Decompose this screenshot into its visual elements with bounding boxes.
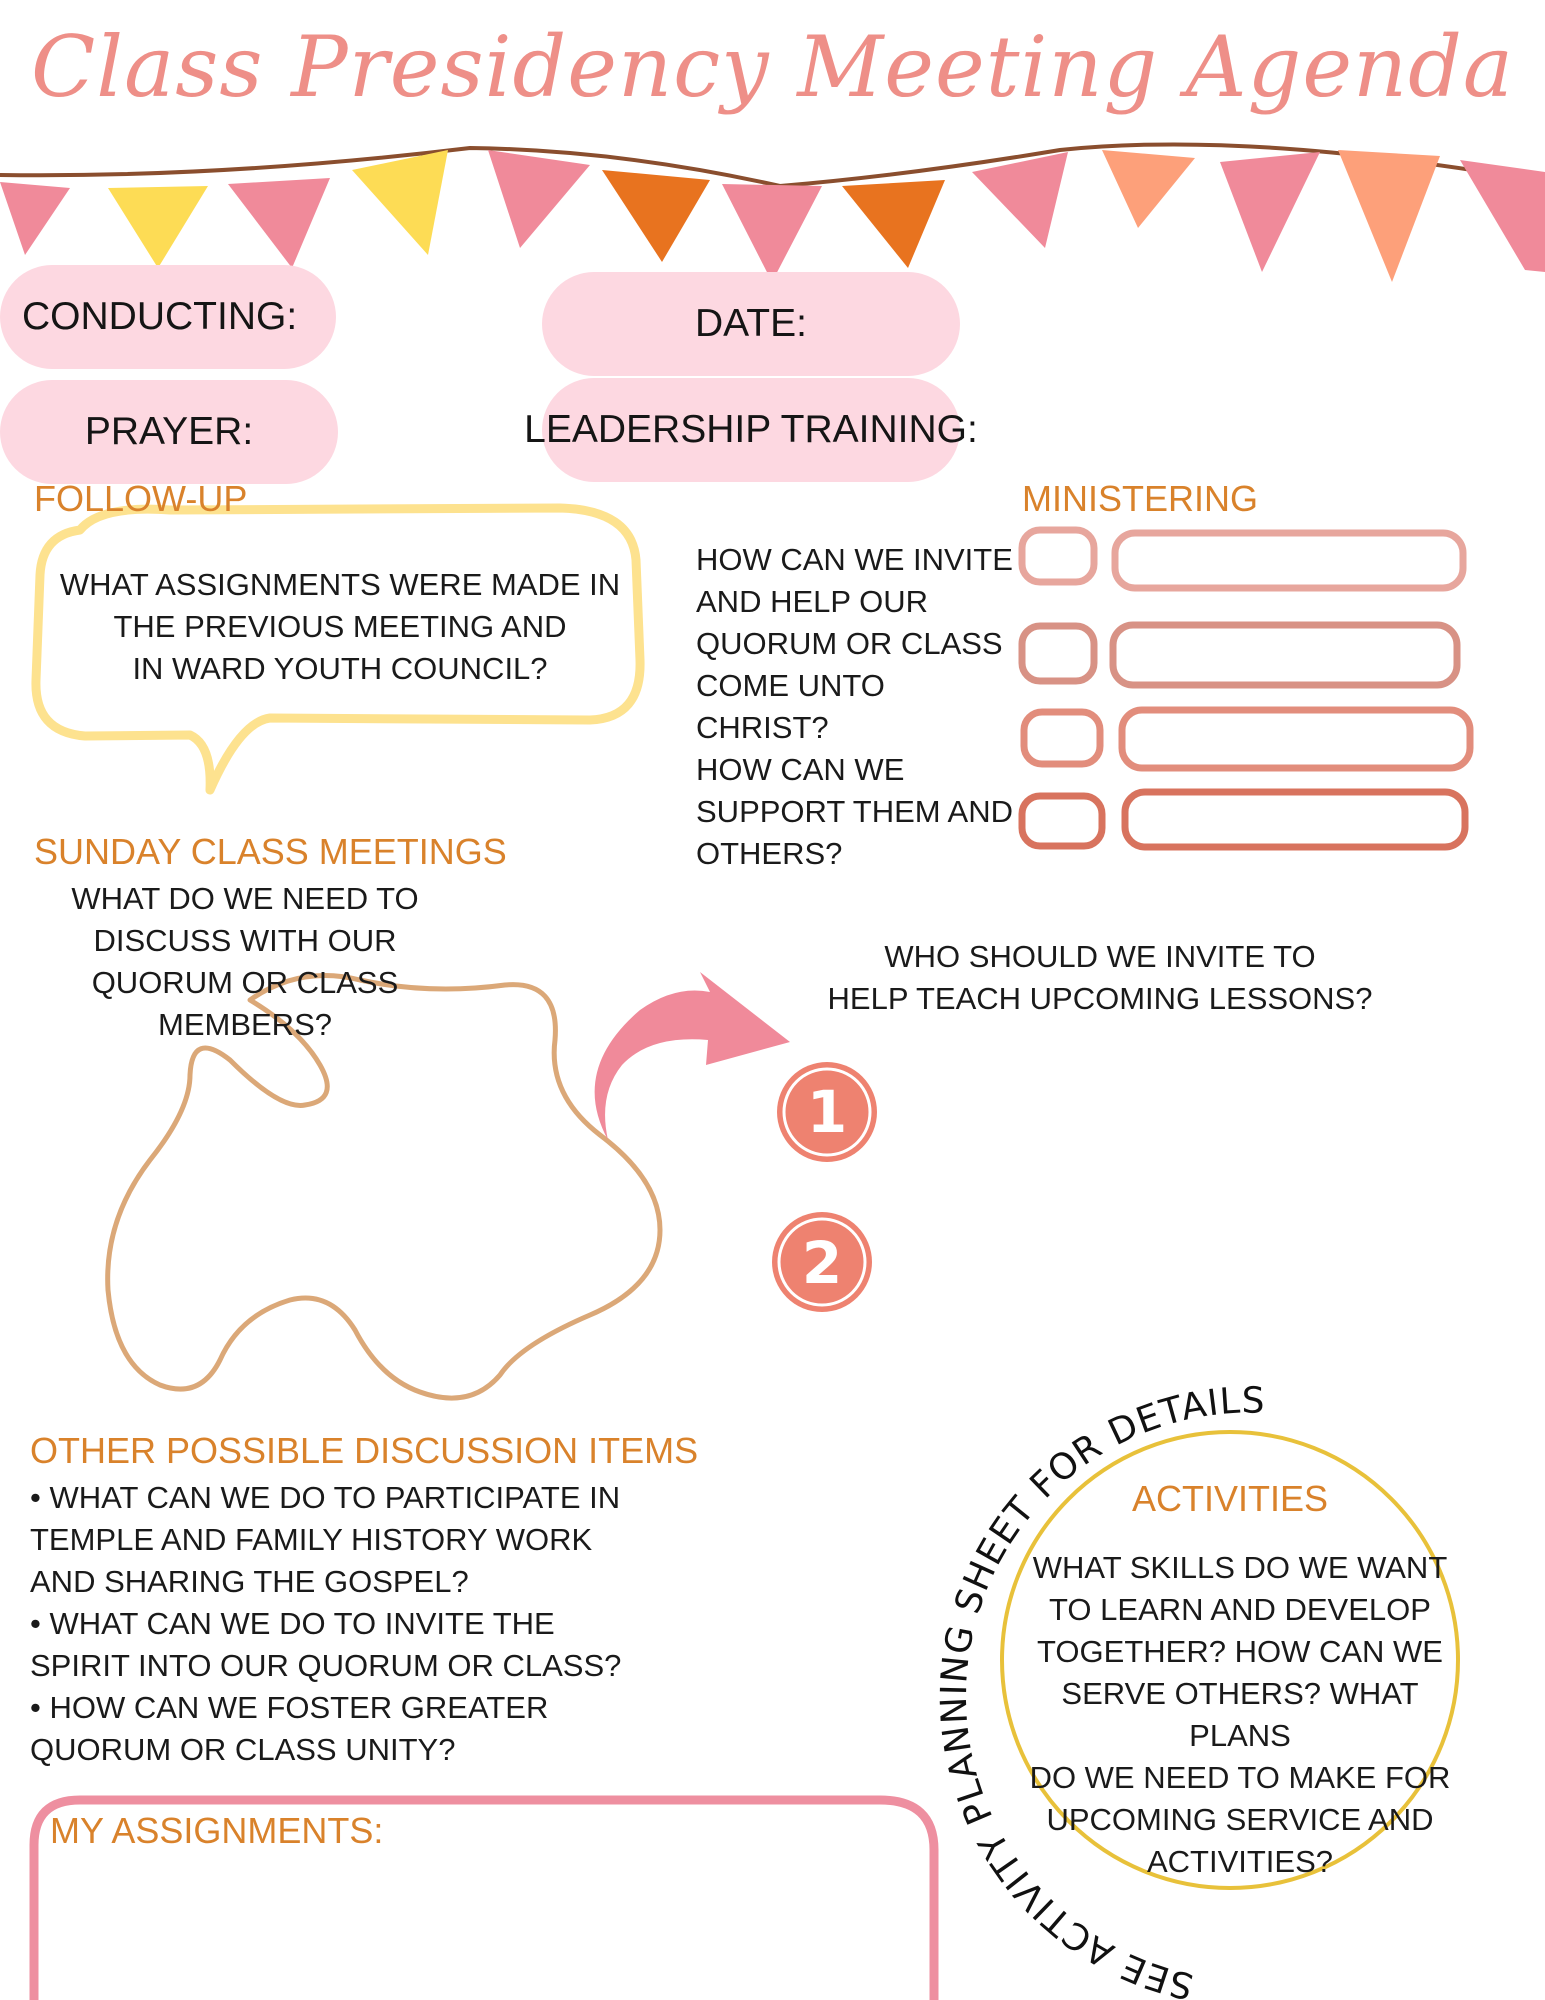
ministering-line: AND HELP OUR: [696, 584, 928, 619]
number-2-label: 2: [801, 1229, 843, 1297]
activities-line: TO LEARN AND DEVELOP: [1049, 1592, 1431, 1627]
ministering-wide-box: [1122, 710, 1470, 768]
sunday-class-line: DISCUSS WITH OUR: [93, 923, 397, 958]
ministering-line: OTHERS?: [696, 836, 843, 871]
teachers-text: [820, 936, 1380, 1020]
other-items-line: AND SHARING THE GOSPEL?: [30, 1564, 469, 1599]
activities-line: DO WE NEED TO MAKE FOR: [1029, 1760, 1451, 1795]
ministering-line: COME UNTO CHRIST?: [696, 668, 885, 745]
ministering-line: HOW CAN WE: [696, 752, 905, 787]
ministering-small-box: [1022, 530, 1094, 582]
sunday-class-line: WHAT DO WE NEED TO: [71, 881, 419, 916]
follow-up-heading: FOLLOW-UP: [34, 478, 248, 519]
ministering-heading: MINISTERING: [1022, 478, 1259, 519]
number-badge-2: [772, 1212, 872, 1312]
conducting-label: CONDUCTING:: [22, 295, 298, 338]
sunday-class-line: QUORUM OR CLASS: [91, 965, 399, 1000]
activities-line: UPCOMING SERVICE AND: [1046, 1802, 1434, 1837]
ministering-small-box: [1022, 796, 1102, 846]
activities-line: TOGETHER? HOW CAN WE: [1037, 1634, 1443, 1669]
sunday-class-heading: SUNDAY CLASS MEETINGS: [34, 831, 507, 872]
ministering-line: HOW CAN WE INVITE: [696, 542, 1013, 577]
ministering-wide-box: [1125, 792, 1465, 847]
activities-line: ACTIVITIES?: [1146, 1844, 1334, 1879]
page-title: Class Presidency Meeting Agenda: [31, 18, 1514, 116]
number-badge-1: [777, 1062, 877, 1162]
ministering-line: SUPPORT THEM AND: [696, 794, 1013, 829]
ministering-wide-box: [1113, 625, 1457, 685]
ministering-line: QUORUM OR CLASS: [696, 626, 1003, 661]
curved-arrow: [595, 972, 790, 1140]
follow-up-line: WHAT ASSIGNMENTS WERE MADE IN: [59, 567, 621, 602]
leadership-training-label: LEADERSHIP TRAINING:: [524, 408, 978, 451]
prayer-label: PRAYER:: [84, 410, 254, 453]
teachers-line: HELP TEACH UPCOMING LESSONS?: [827, 981, 1373, 1016]
other-items-line: • WHAT CAN WE DO TO INVITE THE: [30, 1606, 555, 1641]
other-items-line: QUORUM OR CLASS UNITY?: [30, 1732, 456, 1767]
follow-up-line: IN WARD YOUTH COUNCIL?: [132, 651, 548, 686]
follow-up-text: [50, 564, 630, 690]
date-label: DATE:: [695, 302, 807, 345]
ministering-small-box: [1024, 712, 1100, 764]
see-activity-planning-text: SEE ACTIVITY PLANNING SHEET FOR DETAILS: [933, 1380, 1266, 2000]
teachers-line: WHO SHOULD WE INVITE TO: [884, 939, 1316, 974]
other-items-heading: OTHER POSSIBLE DISCUSSION ITEMS: [30, 1430, 699, 1471]
activities-line: WHAT SKILLS DO WE WANT: [1032, 1550, 1448, 1585]
other-items-line: • HOW CAN WE FOSTER GREATER: [30, 1690, 549, 1725]
other-items-line: • WHAT CAN WE DO TO PARTICIPATE IN: [30, 1480, 621, 1515]
activities-heading: ACTIVITIES: [1131, 1478, 1329, 1519]
activities-line: SERVE OTHERS? WHAT PLANS: [1061, 1676, 1419, 1753]
ministering-small-box: [1022, 626, 1094, 681]
other-items-line: TEMPLE AND FAMILY HISTORY WORK: [30, 1522, 593, 1557]
activities-text: [1010, 1547, 1470, 1883]
ministering-text: [696, 539, 1016, 875]
other-items-text: [30, 1477, 670, 1771]
other-items-line: SPIRIT INTO OUR QUORUM OR CLASS?: [30, 1648, 622, 1683]
my-assignments-heading: MY ASSIGNMENTS:: [50, 1810, 384, 1851]
sunday-class-text: [40, 878, 450, 1046]
number-1-label: 1: [806, 1078, 848, 1146]
follow-up-line: THE PREVIOUS MEETING AND: [113, 609, 567, 644]
sunday-class-line: MEMBERS?: [158, 1007, 332, 1042]
ministering-wide-box: [1115, 533, 1463, 588]
